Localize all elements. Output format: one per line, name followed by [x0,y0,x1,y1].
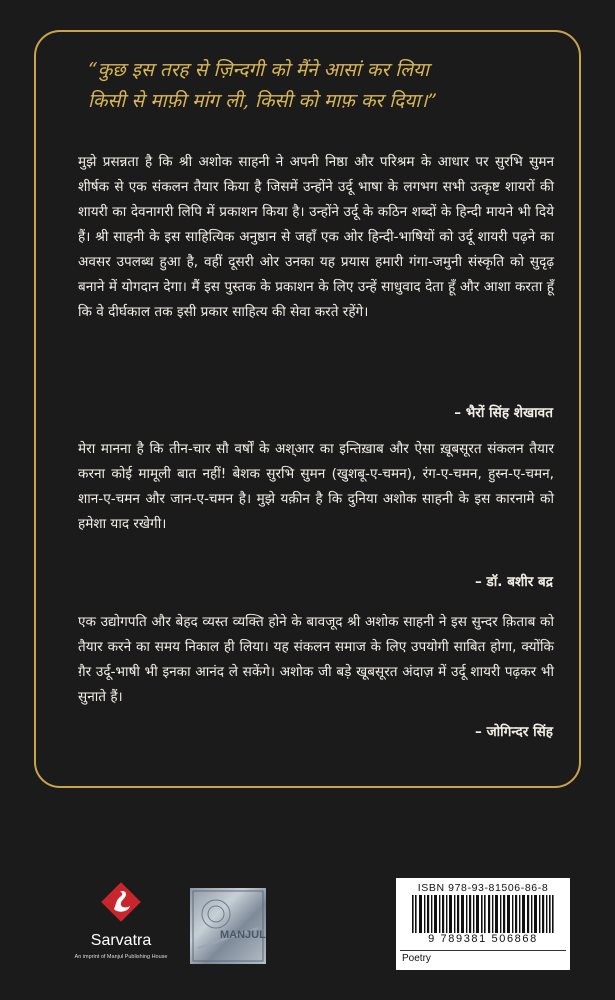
hologram-sticker [190,888,266,964]
hologram-text: MANJUL [220,929,266,941]
couplet-quote [88,55,568,117]
testimonial-3-author: – जोगिन्दर सिंह [475,724,553,740]
barcode-digits: 9 789381 506868 [396,933,570,945]
testimonial-1-text: मुझे प्रसन्नता है कि श्री अशोक साहनी ने अपनी निष्ठा और परिश्रम के आधार पर सुरभि सुमन शीर्षक से एक संकलन तैयार किया है जिसमें उन्होंने उर्दू भाषा के लगभग सभी उत्कृष्ट शायरों की शायरी का देवनागरी लिपि में प्रकाशन किया है। उन्होंने उर्दू के कठिन शब्दों के हिन्दी मायने भी दिये हैं। श्री साहनी के इस साहित्यिक अनुष्ठान से जहाँ एक ओर हिन्दी-भाषियों को उर्दू शायरी पढ़ने का अवसर उपलब्ध हुआ है, वहीं दूसरी ओर उनका यह प्रयास हमारी गंगा-जमुनी संस्कृति को सुदृढ़ बनाने में योगदान देगा। मैं इस पुस्तक के प्रकाशन के लिए उन्हें साधुवाद देता हूँ और आशा करता हूँ कि वे दीर्घकाल तक इसी प्रकार साहित्य की सेवा करते रहेंगे। [78,154,554,320]
testimonial-3-text: एक उद्योगपति और बेहद व्यस्त व्यक्ति होने के बावजूद श्री अशोक साहनी ने इस सुन्दर क़िताब को तैयार करने का समय निकाल ही लिया। यह संकलन समाज के लिए उपयोगी साबित होगा, क्योंकि ग़ैर उर्दू-भाषी भी इनका आनंद ले सकेंगे। अशोक जी बड़े खूबसूरत अंदाज़ में उर्दू शायरी पढ़कर भी सुनाते हैं। [78,614,554,705]
testimonial-2-text: मेरा मानना है कि तीन-चार सौ वर्षों के अश्आर का इन्तिख़ाब और ऐसा ख़ूबसूरत संकलन तैयार करना कोई मामूली बात नहीं! बेशक सुरभि सुमन (खुशबू-ए-चमन), रंग-ए-चमन, हुस्न-ए-चमन, शान-ए-चमन और जान-ए-चमन है। मुझे यक़ीन है कि दुनिया अशोक साहनी के इस कारनामे को हमेशा याद रखेगी। [78,441,554,532]
book-category: Poetry [400,950,566,966]
barcode-bars [402,895,564,937]
isbn-number: ISBN 978-93-81506-86-8 [417,882,549,894]
publisher-logo [66,880,176,980]
barcode-label [396,878,570,970]
testimonial-1-author: – भैरों सिंह शेखावत [454,405,553,421]
testimonial-2-author: – डॉ. बशीर बद्र [474,574,553,590]
publisher-name: Sarvatra [90,932,152,949]
publisher-tagline: An imprint of Manjul Publishing House [74,954,168,960]
quote-line-2: किसी से माफ़ी मांग ली, किसी को माफ़ कर दिया।” [88,90,438,112]
quote-line-1: “कुछ इस तरह से ज़िन्दगी को मैंने आसां कर लिया [88,59,429,81]
swan-logo-icon [99,880,143,924]
